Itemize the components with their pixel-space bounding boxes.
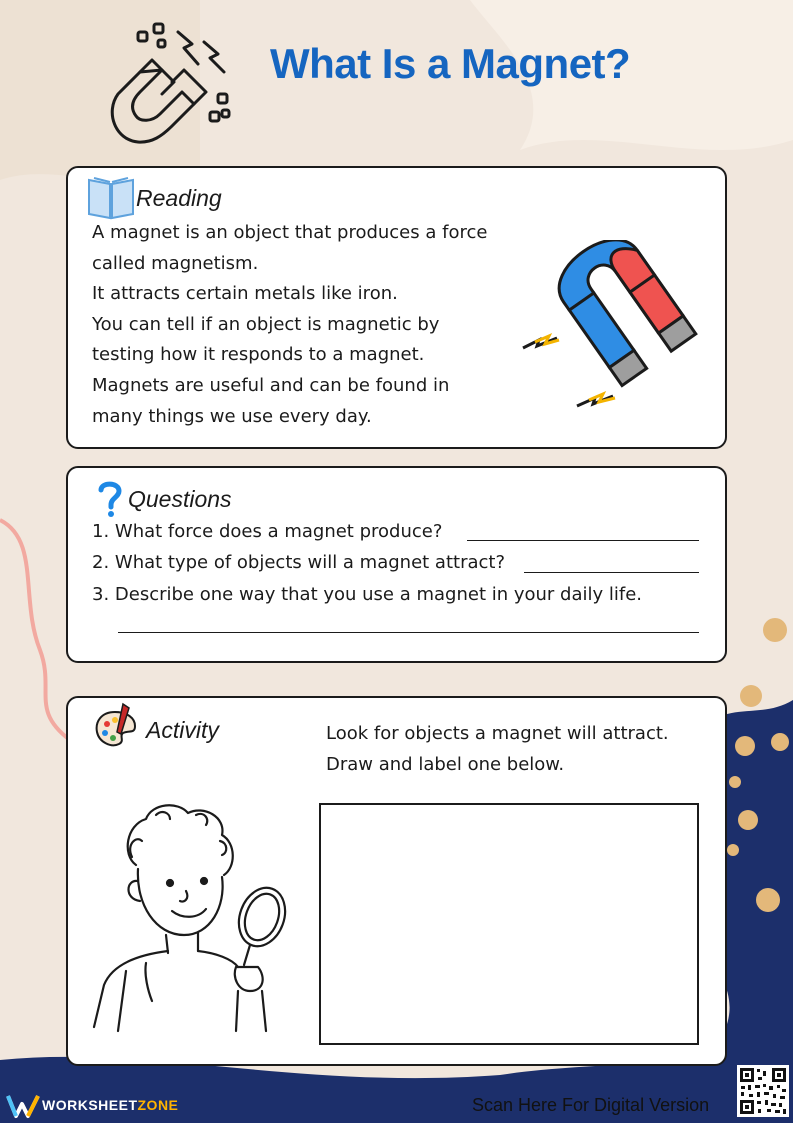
activity-title: Activity [146, 717, 219, 743]
reading-title: Reading [136, 185, 222, 211]
reading-line: A magnet is an object that produces a force [92, 222, 488, 243]
worksheetzone-logo-icon [6, 1092, 40, 1120]
question-item: 3. Describe one way that you use a magnet in your daily life. [92, 584, 643, 605]
logo-part-1: WORKSHEET [42, 1097, 138, 1113]
worksheetzone-logo [42, 1097, 178, 1113]
reading-line: Magnets are useful and can be found in [92, 374, 450, 396]
question-item: 2. What type of objects will a magnet attract? [92, 552, 506, 573]
reading-line: many things we use every day. [92, 405, 372, 427]
reading-line: called magnetism. [92, 252, 259, 274]
horseshoe-magnet-illustration [515, 240, 705, 415]
palette-icon [93, 700, 137, 752]
reading-line: testing how it responds to a magnet. [92, 344, 425, 366]
activity-instructions [326, 719, 706, 780]
boy-with-magnifying-glass-illustration [86, 795, 306, 1035]
magnet-icon [100, 12, 250, 152]
reading-line: It attracts certain metals like iron. [92, 283, 398, 305]
book-icon [86, 172, 136, 220]
instruction-line: Look for objects a magnet will attract. [326, 723, 669, 744]
answer-line[interactable] [118, 632, 699, 633]
questions-title: Questions [128, 486, 232, 512]
question-mark-icon [96, 480, 124, 518]
question-item: 1. What force does a magnet produce? [92, 521, 443, 542]
reading-line: You can tell if an object is magnetic by [92, 313, 440, 335]
drawing-area[interactable] [319, 803, 699, 1045]
scan-text: Scan Here For Digital Version [472, 1095, 710, 1115]
pink-stroke-decoration [0, 520, 70, 740]
page-title: What Is a Magnet? [270, 40, 631, 87]
answer-line[interactable] [467, 540, 699, 541]
logo-part-2: ZONE [137, 1097, 179, 1113]
qr-code-icon[interactable] [737, 1065, 789, 1117]
instruction-line: Draw and label one below. [326, 753, 565, 775]
reading-text [92, 218, 522, 432]
answer-line[interactable] [524, 572, 699, 573]
